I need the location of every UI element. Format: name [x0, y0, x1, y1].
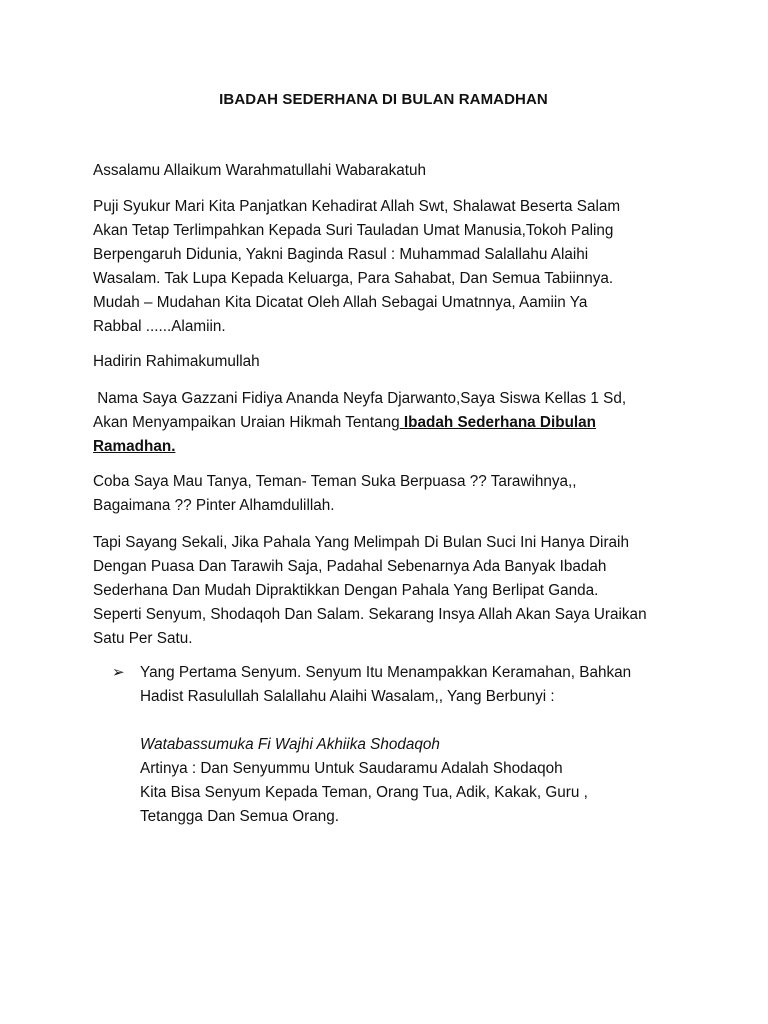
intro-line: Nama Saya Gazzani Fidiya Ananda Neyfa Djarwanto,Saya Siswa Kellas 1 Sd,: [93, 390, 627, 407]
opening-line: Wasalam. Tak Lupa Kepada Keluarga, Para Sahabat, Dan Semua Tabiinnya.: [93, 270, 614, 287]
intro-line: [93, 411, 683, 435]
question-line: Bagaimana ?? Pinter Alhamdulillah.: [93, 497, 335, 514]
opening-line: Berpengaruh Didunia, Yakni Baginda Rasul : Muhammad Salallahu Alaihi: [93, 246, 589, 263]
body-line: Tapi Sayang Sekali, Jika Pahala Yang Melimpah Di Bulan Suci Ini Hanya Diraih: [93, 534, 629, 551]
opening-line: Mudah – Mudahan Kita Dicatat Oleh Allah Sebagai Umatnnya, Aamiin Ya: [93, 294, 588, 311]
intro-text: Akan Menyampaikan Uraian Hikmah Tentang: [93, 414, 400, 431]
hadith-example-line: Kita Bisa Senyum Kepada Teman, Orang Tua, Adik, Kakak, Guru ,: [140, 784, 588, 801]
intro-topic-highlight: Ramadhan.: [93, 438, 176, 455]
opening-line: Puji Syukur Mari Kita Panjatkan Kehadirat Allah Swt, Shalawat Beserta Salam: [93, 198, 621, 215]
body-line: Satu Per Satu.: [93, 630, 193, 647]
opening-line: Akan Tetap Terlimpahkan Kepada Suri Tauladan Umat Manusia,Tokoh Paling: [93, 222, 614, 239]
question-paragraph: [93, 470, 683, 518]
bullet-line: Hadist Rasulullah Salallahu Alaihi Wasalam,, Yang Berbunyi :: [140, 688, 555, 705]
arrow-bullet-icon: ➢: [112, 664, 125, 681]
bullet-line: Yang Pertama Senyum. Senyum Itu Menampakkan Keramahan, Bahkan: [140, 664, 632, 681]
greeting-text: [93, 159, 683, 183]
hadith-transliteration: Watabassumuka Fi Wajhi Akhiika Shodaqoh: [140, 736, 440, 753]
greeting-line: Assalamu Allaikum Warahmatullahi Wabarakatuh: [93, 162, 426, 179]
body-line: Sederhana Dan Mudah Dipraktikkan Dengan Pahala Yang Berlipat Ganda.: [93, 582, 599, 599]
intro-paragraph: [93, 387, 683, 459]
hadith-block: [140, 733, 692, 829]
bullet-text: [140, 661, 692, 709]
body-line: Seperti Senyum, Shodaqoh Dan Salam. Sekarang Insya Allah Akan Saya Uraikan: [93, 606, 647, 623]
opening-line: Rabbal ......Alamiin.: [93, 318, 226, 335]
address-line: Hadirin Rahimakumullah: [93, 353, 260, 370]
hadith-meaning: Artinya : Dan Senyummu Untuk Saudaramu Adalah Shodaqoh: [140, 760, 563, 777]
body-paragraph: [93, 531, 683, 651]
question-line: Coba Saya Mau Tanya, Teman- Teman Suka Berpuasa ?? Tarawihnya,,: [93, 473, 577, 490]
document-title: IBADAH SEDERHANA DI BULAN RAMADHAN: [219, 91, 548, 108]
address-paragraph: [93, 350, 683, 374]
opening-paragraph: [93, 195, 683, 339]
intro-topic-highlight: Ibadah Sederhana Dibulan: [399, 414, 597, 431]
hadith-example-line: Tetangga Dan Semua Orang.: [140, 808, 339, 825]
body-line: Dengan Puasa Dan Tarawih Saja, Padahal Sebenarnya Ada Banyak Ibadah: [93, 558, 607, 575]
